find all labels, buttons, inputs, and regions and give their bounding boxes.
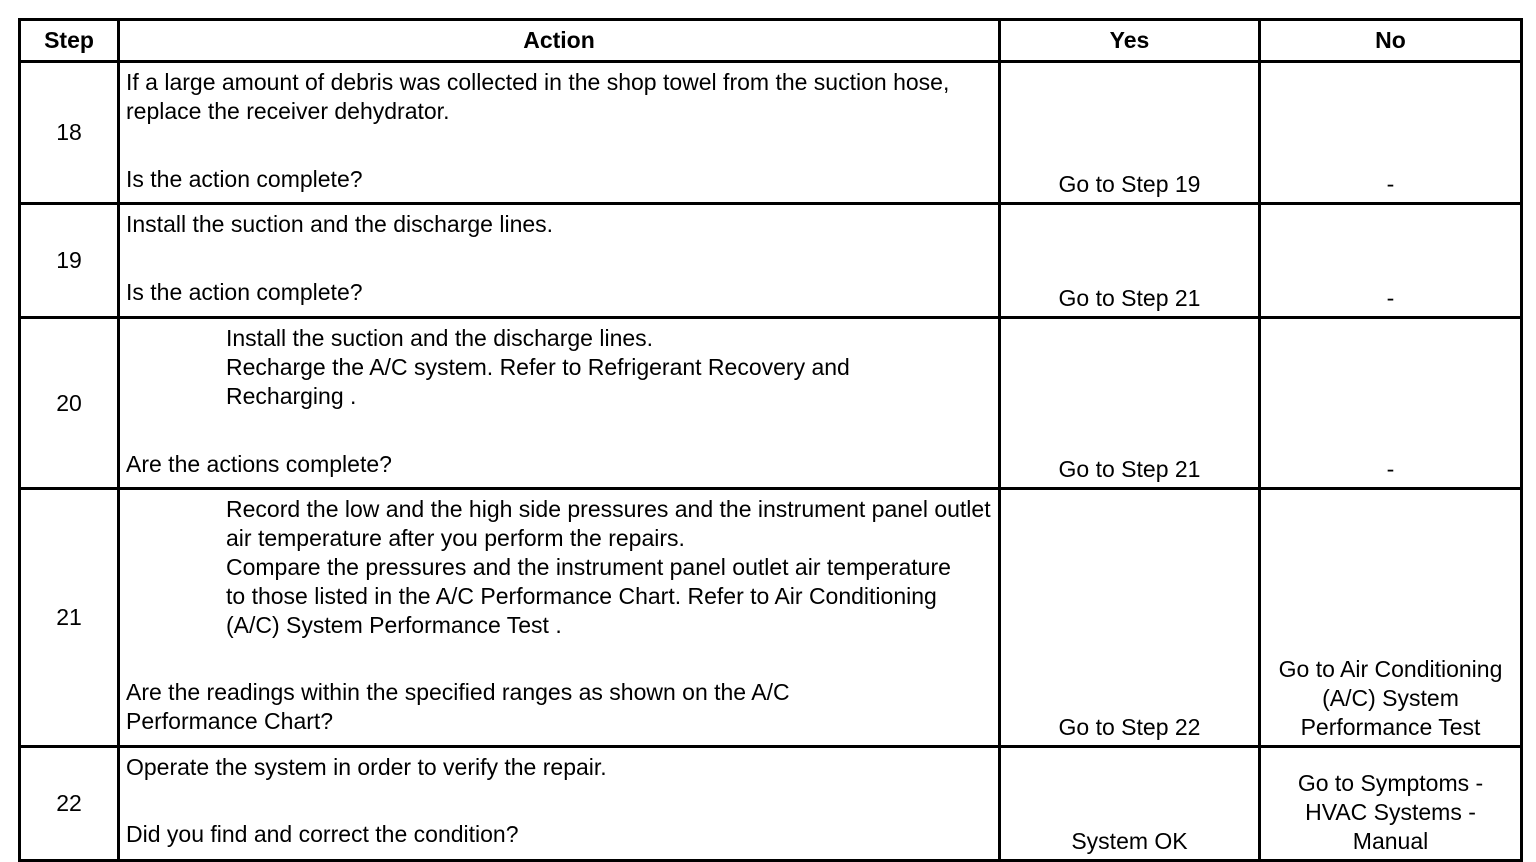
action-question: Are the readings within the specified ranges as shown on the A/C Performance Chart? — [126, 679, 790, 734]
action-text: Recharge the A/C system. Refer to Refrigerant Recovery and Recharging . — [226, 354, 850, 409]
header-action: Action — [119, 20, 1000, 62]
action-cell — [119, 489, 1000, 747]
no-result: - — [1260, 318, 1522, 489]
header-row — [20, 20, 1522, 62]
no-result: - — [1260, 62, 1522, 204]
action-text: Operate the system in order to verify the repair. — [126, 754, 607, 780]
table-row — [20, 62, 1522, 204]
header-step: Step — [20, 20, 119, 62]
table-row — [20, 489, 1522, 747]
no-result: - — [1260, 204, 1522, 318]
step-number: 18 — [20, 62, 119, 204]
action-cell — [119, 62, 1000, 204]
step-number: 19 — [20, 204, 119, 318]
action-text: Install the suction and the discharge lines. — [226, 325, 654, 351]
action-cell — [119, 204, 1000, 318]
action-question: Are the actions complete? — [126, 451, 392, 477]
action-question: Is the action complete? — [126, 279, 363, 305]
action-question: Did you find and correct the condition? — [126, 821, 519, 847]
yes-result: Go to Step 21 — [1000, 204, 1260, 318]
step-number: 22 — [20, 747, 119, 861]
yes-result: Go to Step 22 — [1000, 489, 1260, 747]
table-row — [20, 747, 1522, 861]
diagnostic-steps-table — [18, 18, 1523, 862]
table-row — [20, 204, 1522, 318]
action-question: Is the action complete? — [126, 166, 363, 192]
header-no: No — [1260, 20, 1522, 62]
header-yes: Yes — [1000, 20, 1260, 62]
no-result: Go to Symptoms - HVAC Systems - Manual — [1260, 747, 1522, 861]
yes-result: System OK — [1000, 747, 1260, 861]
action-text: If a large amount of debris was collected in the shop towel from the suction hose, replace the receiver dehydrator. — [126, 69, 950, 124]
action-cell — [119, 318, 1000, 489]
step-number: 20 — [20, 318, 119, 489]
no-result: Go to Air Conditioning (A/C) System Performance Test — [1260, 489, 1522, 747]
action-text: Compare the pressures and the instrument panel outlet air temperature to those listed in the A/C Performance Chart. Refer to Air Conditioning (A/C) System Performance Test . — [226, 554, 951, 638]
action-text: Install the suction and the discharge lines. — [126, 211, 554, 237]
yes-result: Go to Step 19 — [1000, 62, 1260, 204]
yes-result: Go to Step 21 — [1000, 318, 1260, 489]
table-row — [20, 318, 1522, 489]
action-text: Record the low and the high side pressures and the instrument panel outlet air temperature after you perform the repairs. — [226, 496, 991, 551]
step-number: 21 — [20, 489, 119, 747]
action-cell — [119, 747, 1000, 861]
